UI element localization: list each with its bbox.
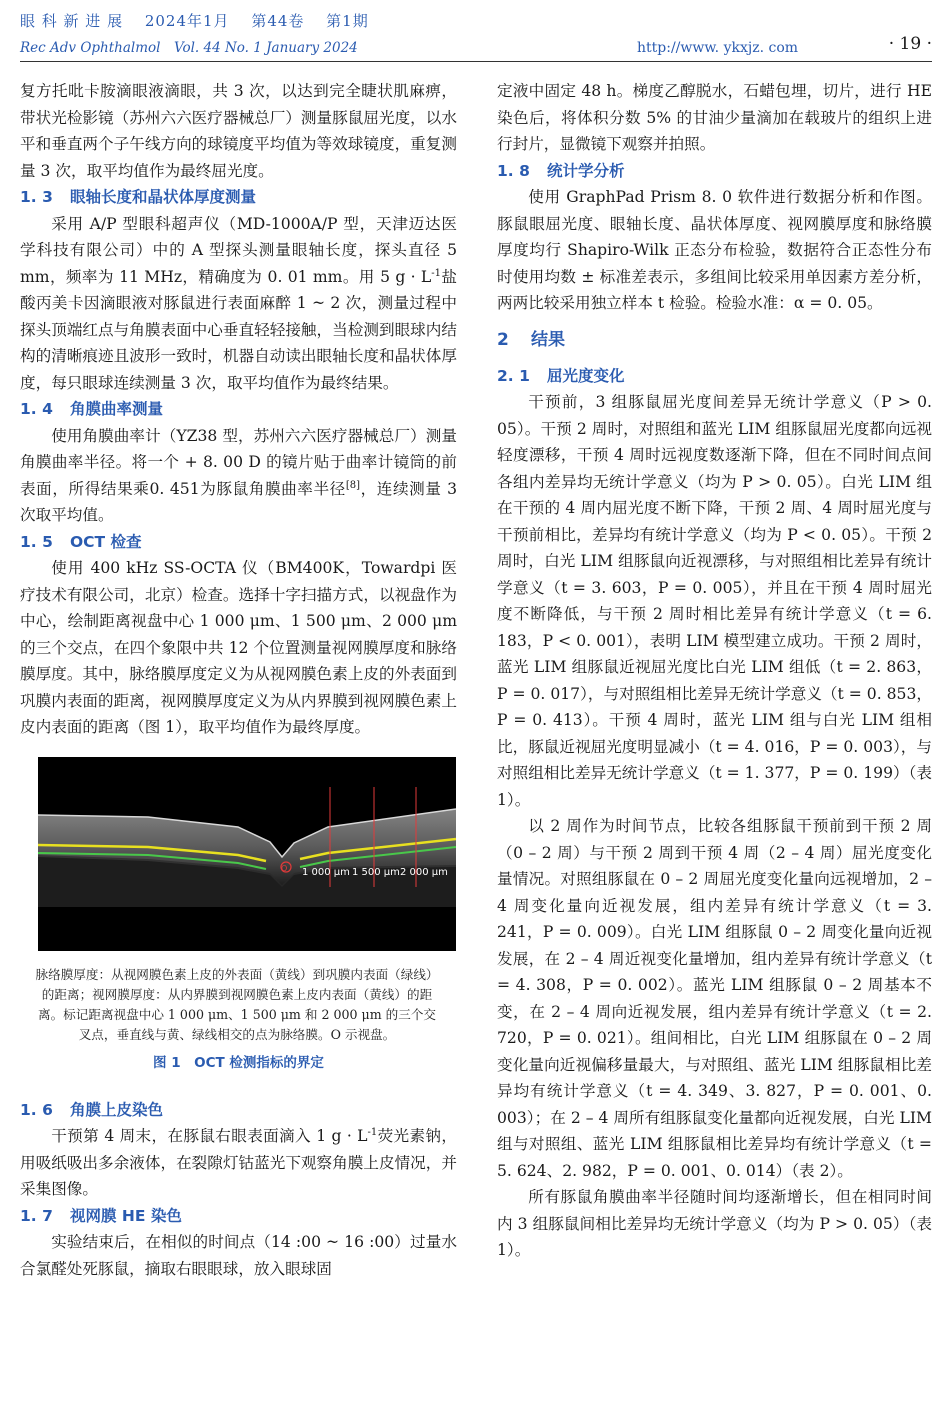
distance-label-1500: 1 500 μm [352, 866, 400, 878]
intro-paragraph: 复方托吡卡胺滴眼液滴眼，共 3 次，以达到完全睫状肌麻痹，带状光检影镜（苏州六六医疗器械总厂）测量豚鼠屈光度，以水平和垂直两个子午线方向的球镜度平均值为等效球镜度，重复测量 3 次，取平均值作为最终屈光度。 [20, 82, 457, 180]
optic-disc-label: O [281, 863, 288, 873]
text-part: 干预第 4 周末，在豚鼠右眼表面滴入 1 g · L [51, 1127, 368, 1145]
page-header [20, 6, 932, 62]
section-title: 角膜曲率测量 [70, 400, 164, 418]
superscript: -1 [367, 1126, 378, 1138]
section-title: 统计学分析 [547, 161, 625, 180]
section-number: 1. 4 [20, 400, 53, 418]
section-heading-1-4 [20, 396, 457, 423]
text-part: 采用 A/P 型眼科超声仪（MD-1000A/P 型，天津迈达医学科技有限公司）中的 A 型探头测量眼轴长度，探头直径 5 mm，频率为 11 MHz，精确度为 0. 01 mm。用 5 g · L [20, 214, 457, 286]
section-heading-1-3 [20, 184, 457, 211]
section-2-1-paragraph-2: 以 2 周作为时间节点，比较各组豚鼠干预前到干预 2 周（0 – 2 周）与干预 2 周到干预 4 周（2 – 4 周）屈光度变化量情况。对照组豚鼠在 0 – 2 周屈光度变化量向远视增加，2 – 4 周变化量向近视发展，组内差异有统计学意义（t = 3. 241，P = 0. 009）。白光 LIM 组豚鼠 0 – 2 周变化量向近视发展，在 2 – 4 周近视变化量增加，组内差异有统计学意义（t = 4. 308，P = 0. 002）。蓝光 LIM 组豚鼠 0 – 2 周基本不变，在 2 – 4 周向近视发展，组内差异有统计学意义（t = 2. 720，P = 0. 021）。组间相比，白光 LIM 组豚鼠在 0 – 2 周变化量向近视偏移量最大，与对照组、蓝光 LIM 组豚鼠相比差异均有统计学意义（t = 4. 349、3. 827，P = 0. 001、0. 003）；在 2 – 4 周所有组豚鼠变化量都向近视发展，白光 LIM 组与对照组、蓝光 LIM 组豚鼠相比差异均有统计学意义（t = 5. 624、2. 982，P = 0. 001、0. 014）（表 2）。 [497, 817, 932, 1180]
distance-label-1000: 1 000 μm [302, 866, 350, 878]
text-part: 荧光素钠，用吸纸吸出多余液体，在裂隙灯钴蓝光下观察角膜上皮情况，并采集图像。 [20, 1127, 457, 1198]
section-heading-2 [497, 327, 932, 353]
page-number: · 19 · [888, 34, 932, 54]
journal-title-cn: 眼 科 新 进 展 2024年1月 第44卷 第1期 [20, 12, 369, 30]
section-number: 1. 5 [20, 532, 53, 551]
section-number: 1. 3 [20, 188, 53, 206]
journal-title-en: Rec Adv Ophthalmol Vol. 44 No. 1 January 2024 [20, 40, 358, 56]
section-1-3-text [20, 211, 457, 397]
section-number: 1. 8 [497, 161, 530, 180]
journal-url[interactable]: http://www. ykxjz. com [637, 40, 799, 56]
oct-scan-image [38, 757, 456, 951]
header-rule [20, 61, 932, 62]
section-1-4-text [20, 423, 457, 529]
superscript: -1 [431, 267, 442, 279]
section-heading-1-5 [20, 529, 457, 556]
section-title: 眼轴长度和晶状体厚度测量 [70, 188, 257, 206]
text-part: 盐酸丙美卡因滴眼液对豚鼠进行表面麻醉 1 ~ 2 次，测量过程中探头顶端红点与角膜表面中心垂直轻轻接触，当检测到眼球内结构的清晰痕迹且波形一致时，机器自动读出眼轴长度和晶状体厚度，每只眼球连续测量 3 次，取平均值作为最终结果。 [20, 267, 457, 392]
section-number: 1. 7 [20, 1206, 53, 1225]
section-1-7-text: 实验结束后，在相似的时间点（14 :00 ~ 16 :00）过量水合氯醛处死豚鼠，摘取右眼眼球，放入眼球固 [20, 1233, 457, 1278]
section-1-5-text: 使用 400 kHz SS-OCTA 仪（BM400K，Towardpi 医疗技术有限公司，北京）检查。选择十字扫描方式，以视盘作为中心，绘制距离视盘中心 1 000 μm、1 500 μm、2 000 μm 的三个交点，在四个象限中共 12 个位置测量视网膜厚度和脉络膜厚度。其中，脉络膜厚度定义为从视网膜色素上皮的外表面到巩膜内表面的距离，视网膜厚度定义为从内界膜到视网膜色素上皮内表面的距离（图 1），取平均值作为最终厚度。 [20, 559, 457, 736]
section-1-8-text: 使用 GraphPad Prism 8. 0 软件进行数据分析和作图。豚鼠眼屈光度、眼轴长度、晶状体厚度、视网膜厚度和脉络膜厚度均行 Shapiro-Wilk 正态分布检验，数据符合正态性分布时使用均数 ± 标准差表示，多组间比较采用单因素方差分析，两两比较采用独立样本 t 检验。检验水准：α = 0. 05。 [497, 188, 932, 312]
distance-label-2000: 2 000 μm [400, 866, 448, 878]
section-2-1-paragraph-1: 干预前，3 组豚鼠屈光度间差异无统计学意义（P > 0. 05）。干预 2 周时，对照组和蓝光 LIM 组豚鼠屈光度都向远视轻度漂移，干预 4 周时远视度数逐渐下降，但在不同时间点间各组内差异均无统计学意义（均为 P > 0. 05）。白光 LIM 组在干预的 4 周内屈光度不断下降，干预 2 周、4 周时屈光度与干预前相比，差异均有统计学意义（均为 P < 0. 05）。干预 2 周时，白光 LIM 组豚鼠向近视漂移，与对照组相比差异有统计学意义（t = 3. 603，P = 0. 005），并且在干预 4 周时屈光度不断降低，与干预 2 周时相比差异有统计学意义（t = 6. 183，P < 0. 001），表明 LIM 模型建立成功。干预 2 周时，蓝光 LIM 组豚鼠近视屈光度比白光 LIM 组低（t = 2. 863，P = 0. 017），与对照组相比差异无统计学意义（t = 0. 853，P = 0. 413）。干预 4 周时，蓝光 LIM 组与白光 LIM 组相比，豚鼠近视屈光度明显减小（t = 4. 016，P = 0. 003），与对照组相比差异无统计学意义（t = 1. 377，P = 0. 199）（表 1）。 [497, 393, 932, 809]
section-title: 屈光度变化 [547, 366, 625, 385]
text-part: ，连续测量 3 次取平均值。 [20, 479, 457, 524]
section-heading-1-8 [497, 158, 932, 185]
section-number: 2 [497, 329, 509, 350]
section-number: 2. 1 [497, 366, 530, 385]
section-number: 1. 6 [20, 1100, 53, 1119]
oct-figure [38, 757, 456, 951]
figure-caption: 图 1 OCT 检测指标的界定 [153, 1054, 324, 1071]
section-title: 视网膜 HE 染色 [70, 1206, 182, 1225]
section-1-6-text [20, 1123, 457, 1203]
citation-ref[interactable]: [8] [345, 479, 361, 491]
figure-note: 脉络膜厚度：从视网膜色素上皮的外表面（黄线）到巩膜内表面（绿线）的距离；视网膜厚度：从内界膜到视网膜色素上皮内表面（黄线）的距离。标记距离视盘中心 1 000 μm、1 500 μm 和 2 000 μm 的三个交叉点，垂直线与黄、绿线相交的点为脉络膜。O 示视盘。 [35, 966, 439, 1042]
section-2-1-paragraph-3: 所有豚鼠角膜曲率半径随时间均逐渐增长，但在相同时间内 3 组豚鼠间相比差异均无统计学意义（均为 P > 0. 05）（表 1）。 [497, 1188, 932, 1259]
right-column [497, 78, 932, 1264]
left-column [20, 78, 457, 1282]
text-part: 使用角膜曲率计（YZ38 型，苏州六六医疗器械总厂）测量角膜曲率半径。将一个 + 8. 00 D 的镜片贴于曲率计镜筒的前表面，所得结果乘0. 451为豚鼠角膜曲率半径 [20, 426, 457, 498]
section-title: 角膜上皮染色 [70, 1100, 164, 1119]
section-heading-1-6 [20, 1097, 457, 1124]
continued-paragraph: 定液中固定 48 h。梯度乙醇脱水，石蜡包埋，切片，进行 HE 染色后，将体积分数 5% 的甘油少量滴加在载玻片的组织上进行封片，显微镜下观察并拍照。 [497, 82, 932, 153]
section-title: 结果 [531, 329, 565, 350]
section-title: OCT 检查 [70, 532, 142, 551]
section-heading-1-7 [20, 1203, 457, 1230]
section-heading-2-1 [497, 363, 932, 390]
